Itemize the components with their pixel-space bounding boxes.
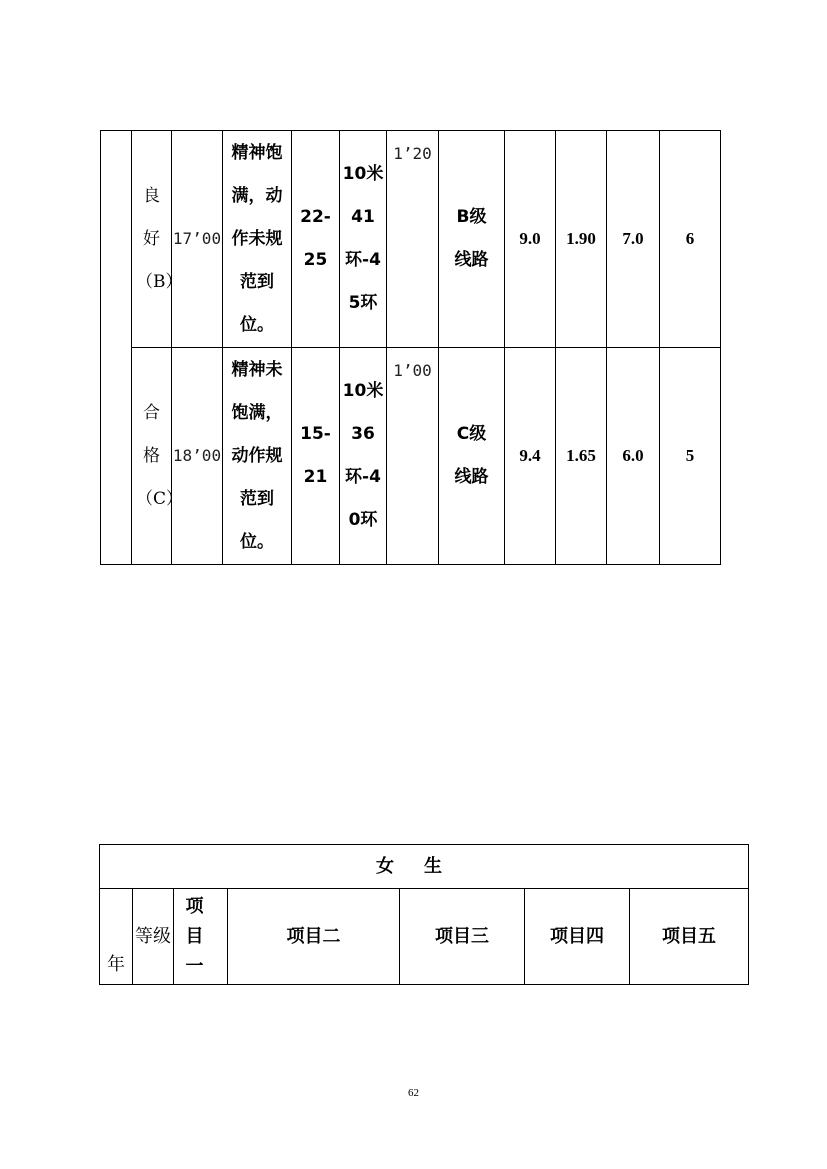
count-cell: 15-21 bbox=[292, 348, 340, 565]
col-item2: 项目二 bbox=[228, 889, 400, 985]
duration-cell: 1’00 bbox=[387, 348, 439, 565]
year-cell bbox=[101, 131, 132, 565]
grade-cell: 良好（B） bbox=[132, 131, 172, 348]
col-grade: 等级 bbox=[133, 889, 174, 985]
shooting-cell: 10米36环-40环 bbox=[340, 348, 387, 565]
col-item4: 项目四 bbox=[525, 889, 630, 985]
column-header-row bbox=[100, 889, 749, 985]
grade-cell: 合格（C） bbox=[132, 348, 172, 565]
col-item5: 项目五 bbox=[630, 889, 749, 985]
col-item3: 项目三 bbox=[400, 889, 525, 985]
table-row bbox=[101, 348, 721, 565]
table-header-row bbox=[100, 845, 749, 889]
description-cell: 精神饱满，动作未规范到位。 bbox=[223, 131, 292, 348]
duration-cell: 1’20 bbox=[387, 131, 439, 348]
shooting-cell: 10米41环-45环 bbox=[340, 131, 387, 348]
description-cell: 精神未饱满，动作规范到位。 bbox=[223, 348, 292, 565]
route-cell: C级线路 bbox=[439, 348, 505, 565]
value-cell-1: 9.0 bbox=[505, 131, 556, 348]
value-cell-3: 7.0 bbox=[607, 131, 660, 348]
table-title: 女生 bbox=[100, 845, 749, 889]
value-cell-3: 6.0 bbox=[607, 348, 660, 565]
value-cell-2: 1.65 bbox=[556, 348, 607, 565]
page-number: 62 bbox=[408, 1087, 419, 1099]
value-cell-2: 1.90 bbox=[556, 131, 607, 348]
value-cell-1: 9.4 bbox=[505, 348, 556, 565]
table-row bbox=[101, 131, 721, 348]
time-cell: 18’00 bbox=[172, 348, 223, 565]
standards-table-boys bbox=[100, 130, 721, 565]
time-cell: 17’00 bbox=[172, 131, 223, 348]
value-cell-4: 5 bbox=[660, 348, 721, 565]
standards-table-girls bbox=[99, 844, 749, 985]
route-cell: B级线路 bbox=[439, 131, 505, 348]
value-cell-4: 6 bbox=[660, 131, 721, 348]
count-cell: 22-25 bbox=[292, 131, 340, 348]
col-item1: 项目一 bbox=[174, 889, 228, 985]
col-year: 年 bbox=[100, 889, 133, 985]
